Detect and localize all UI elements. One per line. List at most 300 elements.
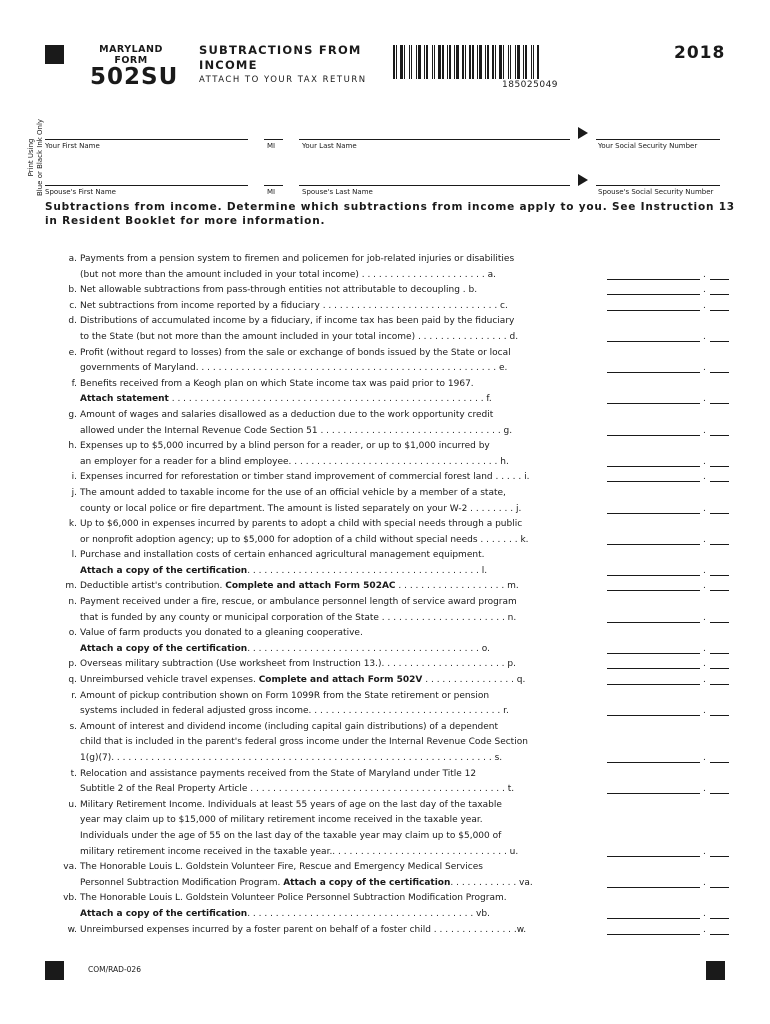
- barcode-bar: [533, 45, 534, 79]
- line-letter: t.: [70, 768, 77, 779]
- barcode-bar: [503, 45, 504, 79]
- line-text-part: Amount of wages and salaries disallowed as a deduction due to the work opportunity credit: [80, 409, 494, 420]
- line-text: [80, 564, 487, 580]
- line-text: [80, 782, 514, 798]
- corner-mark-bottom-left: [45, 961, 64, 980]
- line-text-part: Benefits received from a Keogh plan on which State income tax was paid prior to 1967.: [80, 378, 474, 389]
- line-text: [80, 283, 477, 299]
- line-text: [80, 751, 502, 767]
- line-text: [80, 548, 484, 564]
- line-text-part: that is funded by any county or municipal corporation of the State . . . . . . . . . . . . . . . . . . . . . . n.: [80, 612, 517, 623]
- amount-cents-line[interactable]: [710, 856, 729, 857]
- barcode-bar: [400, 45, 403, 79]
- line-text-part: . . . . . . . . . . . . . . . . . . . . . . . . . . . . . . . . . . . . . . . . vb.: [247, 908, 490, 919]
- barcode-bar: [467, 45, 468, 79]
- form-subtitle: ATTACH TO YOUR TAX RETURN: [199, 75, 367, 85]
- instruction-text: Subtractions from income. Determine which subtractions from income apply to you. See Instruction 13 in Resident Booklet for more information.: [45, 201, 735, 227]
- decimal-point: .: [703, 643, 706, 654]
- line-text-part: Individuals under the age of 55 on the last day of the taxable year may claim up to $5,000 of: [80, 830, 502, 841]
- state-label: [90, 44, 172, 66]
- line-item: [55, 751, 755, 767]
- barcode-number: 185025049: [502, 80, 559, 90]
- line-text: [80, 767, 476, 783]
- amount-dollars-line[interactable]: [607, 793, 700, 794]
- line-text: [80, 720, 498, 736]
- first-name-field[interactable]: [45, 139, 248, 140]
- line-item: [55, 424, 755, 440]
- line-letter: b.: [68, 285, 77, 296]
- decimal-point: .: [703, 908, 706, 919]
- line-item: [55, 626, 755, 642]
- decimal-point: .: [703, 581, 706, 592]
- last-name-label: Your Last Name: [302, 142, 357, 150]
- line-bold-text: Complete and attach Form 502AC: [225, 581, 396, 592]
- spouse-ssn-label: Spouse's Social Security Number: [598, 188, 714, 196]
- corner-mark-top-left: [45, 45, 64, 64]
- line-text-part: systems included in federal adjusted gross income. . . . . . . . . . . . . . . . . . . . . . . . . . . . . . . . . . r.: [80, 706, 509, 717]
- line-text-part: Profit (without regard to losses) from the sale or exchange of bonds issued by the State or local: [80, 347, 511, 358]
- mi-field[interactable]: [264, 139, 283, 140]
- amount-dollars-line[interactable]: [607, 762, 700, 763]
- line-text: [80, 704, 509, 720]
- line-item: [55, 782, 755, 798]
- corner-mark-bottom-right: [706, 961, 725, 980]
- amount-dollars-line[interactable]: [607, 918, 700, 919]
- amount-cents-line[interactable]: [710, 435, 729, 436]
- line-text: [80, 392, 492, 408]
- line-text: [80, 455, 509, 471]
- barcode-bar: [418, 45, 421, 79]
- barcode-bar: [422, 45, 423, 79]
- barcode-bar: [456, 45, 459, 79]
- line-text-part: . . . . . . . . . . . . . . . . . . . . . . . . . . . . . . . . . . . . . . . . . o.: [247, 643, 490, 654]
- line-bold-text: Attach statement: [80, 394, 169, 405]
- line-letter: k.: [68, 519, 77, 530]
- line-item: [55, 657, 755, 673]
- line-text: [80, 595, 517, 611]
- line-letter: f.: [71, 378, 77, 389]
- barcode-bar: [438, 45, 441, 79]
- line-item: [55, 377, 755, 393]
- line-letter: s.: [69, 721, 77, 732]
- barcode-bar: [424, 45, 425, 79]
- decimal-point: .: [703, 425, 706, 436]
- line-item: [55, 299, 755, 315]
- line-text-part: Unreimbursed expenses incurred by a foster parent on behalf of a foster child . . . . . . . . . . . . . . .w.: [80, 924, 527, 935]
- line-letter: d.: [68, 316, 77, 327]
- amount-dollars-line[interactable]: [607, 653, 700, 654]
- line-bold-text: Attach a copy of the certification: [80, 908, 248, 919]
- decimal-point: .: [703, 300, 706, 311]
- line-text-part: Amount of interest and dividend income (including capital gain distributions) of a dependent: [80, 721, 499, 732]
- line-text-part: child that is included in the parent's federal gross income under the Internal Revenue Code Section: [80, 737, 528, 748]
- barcode: [393, 45, 540, 79]
- line-text-part: Subtitle 2 of the Real Property Article . . . . . . . . . . . . . . . . . . . . . . . . . . . . . . . . . . . . . . . . . . . . . t.: [80, 784, 515, 795]
- line-text: [80, 361, 507, 377]
- line-text: [80, 735, 528, 751]
- line-item: [55, 314, 755, 330]
- barcode-bar: [465, 45, 466, 79]
- barcode-bar: [475, 45, 476, 79]
- line-item: [55, 533, 755, 549]
- amount-dollars-line[interactable]: [607, 544, 700, 545]
- amount-cents-line[interactable]: [710, 887, 729, 888]
- line-text-part: Unreimbursed vehicle travel expenses.: [80, 675, 259, 686]
- form-number: 502SU: [90, 64, 179, 90]
- line-text-part: Distributions of accumulated income by a fiduciary, if income tax has been paid by the fiduciary: [80, 316, 515, 327]
- line-item: [55, 923, 755, 939]
- line-text-part: . . . . . . . . . . . . . . . . . . . . . . . . . . . . . . . . . . . . . . . . . l.: [247, 565, 488, 576]
- line-text-part: . . . . . . . . . . . . . . . . q.: [422, 675, 526, 686]
- line-item: [55, 595, 755, 611]
- barcode-bar: [510, 45, 511, 79]
- line-text-part: military retirement income received in the taxable year.. . . . . . . . . . . . . . . . . . . . . . . . . . . . . . . u.: [80, 846, 519, 857]
- arrow-icon: [578, 174, 588, 186]
- amount-cents-line[interactable]: [710, 684, 729, 685]
- amount-cents-line[interactable]: [710, 341, 729, 342]
- barcode-bar: [508, 45, 509, 79]
- barcode-bar: [398, 45, 399, 79]
- decimal-point: .: [703, 706, 706, 717]
- line-item: [55, 813, 755, 829]
- barcode-bar: [462, 45, 464, 79]
- line-text: [80, 377, 474, 393]
- line-item: [55, 673, 755, 689]
- line-item: [55, 392, 755, 408]
- last-name-field[interactable]: [299, 139, 570, 140]
- line-item: [55, 455, 755, 471]
- line-text-part: Up to $6,000 in expenses incurred by parents to adopt a child with special needs through a public: [80, 519, 523, 530]
- decimal-point: .: [703, 269, 706, 280]
- line-text-part: Amount of pickup contribution shown on Form 1099R from the State retirement or pension: [80, 690, 490, 701]
- amount-dollars-line[interactable]: [607, 481, 700, 482]
- line-letter: g.: [68, 409, 77, 420]
- decimal-point: .: [703, 675, 706, 686]
- line-letter: o.: [68, 628, 77, 639]
- line-text: [80, 860, 483, 876]
- line-letter: w.: [67, 924, 77, 935]
- spouse-first-name-field[interactable]: [45, 185, 248, 186]
- barcode-bar: [409, 45, 410, 79]
- state-line-2: FORM: [114, 55, 148, 66]
- line-letter: r.: [71, 690, 77, 701]
- amount-dollars-line[interactable]: [607, 294, 700, 295]
- amount-cents-line[interactable]: [710, 590, 729, 591]
- line-text: [80, 346, 511, 362]
- line-text-part: to the State (but not more than the amount included in your total income) . . . . . . . . . . . . . . . . d.: [80, 331, 519, 342]
- decimal-point: .: [703, 784, 706, 795]
- barcode-bar: [479, 45, 482, 79]
- line-item: [55, 470, 755, 486]
- barcode-bar: [485, 45, 486, 79]
- line-letter: p.: [68, 659, 77, 670]
- title-line-1: SUBTRACTIONS FROM: [199, 43, 362, 57]
- amount-dollars-line[interactable]: [607, 668, 700, 669]
- line-item: [55, 611, 755, 627]
- line-item: [55, 346, 755, 362]
- ink-note: [27, 119, 45, 196]
- line-item: [55, 517, 755, 533]
- barcode-bar: [393, 45, 395, 79]
- line-text-part: allowed under the Internal Revenue Code Section 51 . . . . . . . . . . . . . . . . . . . . . . . . . . . . . . . . g.: [80, 425, 513, 436]
- line-bold-text: Complete and attach Form 502V: [258, 675, 423, 686]
- spouse-ssn-field[interactable]: [596, 185, 720, 186]
- line-letter: u.: [68, 799, 77, 810]
- line-bold-text: Attach a copy of the certification: [80, 643, 248, 654]
- line-text: [80, 424, 512, 440]
- amount-dollars-line[interactable]: [607, 341, 700, 342]
- line-letter: i.: [71, 472, 77, 483]
- line-text: [80, 829, 501, 845]
- line-item: [55, 283, 755, 299]
- line-item: [55, 829, 755, 845]
- barcode-bar: [406, 45, 408, 79]
- amount-cents-line[interactable]: [710, 715, 729, 716]
- barcode-bar: [454, 45, 455, 79]
- line-text-part: governments of Maryland. . . . . . . . . . . . . . . . . . . . . . . . . . . . . . . . . . . . . . . . . . . . . . . . . . . . . e.: [80, 363, 508, 374]
- line-text: [80, 689, 489, 705]
- line-text: [80, 907, 490, 923]
- subtraction-lines: [55, 252, 755, 938]
- state-line-1: MARYLAND: [99, 44, 163, 55]
- line-text: [80, 673, 525, 689]
- line-text: [80, 657, 516, 673]
- line-item: [55, 891, 755, 907]
- decimal-point: .: [703, 503, 706, 514]
- barcode-bar: [492, 45, 494, 79]
- line-text: [80, 252, 514, 268]
- line-text-part: . . . . . . . . . . . . . . . . . . . . . . . . . . . . . . . . . . . . . . . . . . . . . . . . . . . . . . . f.: [168, 394, 492, 405]
- barcode-bar: [469, 45, 471, 79]
- line-text-part: 1(g)(7). . . . . . . . . . . . . . . . . . . . . . . . . . . . . . . . . . . . . . . . . . . . . . . . . . . . . . . . . . . . . . . . . . . s.: [80, 753, 503, 763]
- line-item: [55, 767, 755, 783]
- tax-year: 2018: [674, 43, 726, 63]
- line-bold-text: Attach a copy of the certification: [283, 877, 451, 888]
- barcode-bar: [535, 45, 536, 79]
- amount-dollars-line[interactable]: [607, 934, 700, 935]
- line-text-part: The Honorable Louis L. Goldstein Volunteer Police Personnel Subtraction Modification Program.: [80, 893, 507, 904]
- ink-note-line-1: Print Using: [27, 138, 35, 177]
- line-item: [55, 876, 755, 892]
- line-item: [55, 704, 755, 720]
- line-text-part: Deductible artist's contribution.: [80, 581, 226, 592]
- line-item: [55, 486, 755, 502]
- barcode-bar: [429, 45, 431, 79]
- decimal-point: .: [703, 534, 706, 545]
- amount-cents-line[interactable]: [710, 372, 729, 373]
- amount-cents-line[interactable]: [710, 793, 729, 794]
- barcode-bar: [452, 45, 453, 79]
- amount-cents-line[interactable]: [710, 934, 729, 935]
- barcode-bar: [416, 45, 417, 79]
- line-text: [80, 314, 514, 330]
- barcode-bar: [525, 45, 527, 79]
- line-text-part: Personnel Subtraction Modification Program.: [80, 877, 284, 888]
- line-item: [55, 720, 755, 736]
- amount-dollars-line[interactable]: [607, 372, 700, 373]
- arrow-icon: [578, 127, 588, 139]
- line-item: [55, 268, 755, 284]
- line-text-part: . . . . . . . . . . . . va.: [450, 877, 533, 888]
- amount-dollars-line[interactable]: [607, 856, 700, 857]
- line-letter: h.: [68, 441, 77, 452]
- line-text: [80, 439, 490, 455]
- line-text-part: or nonprofit adoption agency; up to $5,000 for adoption of a child without special needs . . . . . . . k.: [80, 534, 529, 545]
- barcode-bar: [517, 45, 520, 79]
- barcode-bar: [505, 45, 507, 79]
- barcode-bar: [487, 45, 489, 79]
- barcode-bar: [449, 45, 451, 79]
- amount-cents-line[interactable]: [710, 481, 729, 482]
- line-item: [55, 439, 755, 455]
- line-text-part: Payments from a pension system to firemen and policemen for job-related injuries or disabilities: [80, 254, 515, 264]
- amount-cents-line[interactable]: [710, 544, 729, 545]
- line-text-part: . . . . . . . . . . . . . . . . . . . m.: [395, 581, 519, 592]
- decimal-point: .: [703, 753, 706, 763]
- line-letter: c.: [69, 300, 77, 311]
- amount-dollars-line[interactable]: [607, 279, 700, 280]
- line-text-part: The Honorable Louis L. Goldstein Volunteer Fire, Rescue and Emergency Medical Services: [80, 862, 483, 873]
- line-text: [80, 813, 483, 829]
- line-text-part: Overseas military subtraction (Use worksheet from Instruction 13.). . . . . . . . . . . . . . . . . . . . . . p.: [80, 659, 516, 670]
- line-item: [55, 361, 755, 377]
- barcode-bar: [515, 45, 516, 79]
- line-item: [55, 408, 755, 424]
- amount-dollars-line[interactable]: [607, 435, 700, 436]
- barcode-bar: [396, 45, 397, 79]
- amount-cents-line[interactable]: [710, 762, 729, 763]
- amount-dollars-line[interactable]: [607, 622, 700, 623]
- amount-dollars-line[interactable]: [607, 310, 700, 311]
- line-item: [55, 642, 755, 658]
- barcode-bar: [404, 45, 405, 79]
- amount-dollars-line[interactable]: [607, 715, 700, 716]
- barcode-bar: [411, 45, 412, 79]
- spouse-last-name-label: Spouse's Last Name: [302, 188, 373, 196]
- form-title: [199, 43, 362, 73]
- line-text-part: Military Retirement Income. Individuals at least 55 years of age on the last day of the taxable: [80, 799, 502, 810]
- line-letter: m.: [65, 581, 77, 592]
- amount-cents-line[interactable]: [710, 575, 729, 576]
- barcode-bar: [512, 45, 514, 79]
- barcode-bar: [460, 45, 461, 79]
- line-text-part: Purchase and installation costs of certain enhanced agricultural management equipment.: [80, 550, 485, 561]
- barcode-bar: [531, 45, 532, 79]
- line-text: [80, 876, 533, 892]
- line-text-part: The amount added to taxable income for the use of an official vehicle by a member of a state,: [80, 487, 506, 498]
- title-line-2: INCOME: [199, 58, 258, 72]
- line-letter: va.: [63, 862, 77, 873]
- first-name-label: Your First Name: [45, 142, 100, 150]
- amount-cents-line[interactable]: [710, 466, 729, 467]
- barcode-bar: [495, 45, 496, 79]
- amount-cents-line[interactable]: [710, 622, 729, 623]
- barcode-bar: [434, 45, 435, 79]
- line-text: [80, 408, 493, 424]
- amount-dollars-line[interactable]: [607, 887, 700, 888]
- decimal-point: .: [703, 363, 706, 374]
- amount-cents-line[interactable]: [710, 403, 729, 404]
- barcode-bar: [537, 45, 539, 79]
- line-text-part: county or local police or fire department. The amount is listed separately on your W-2 . . . . . . . . j.: [80, 503, 522, 514]
- line-text: [80, 891, 507, 907]
- line-text: [80, 330, 518, 346]
- decimal-point: .: [703, 565, 706, 576]
- barcode-bar: [442, 45, 444, 79]
- barcode-bar: [445, 45, 446, 79]
- decimal-point: .: [703, 394, 706, 405]
- barcode-bar: [436, 45, 437, 79]
- amount-dollars-line[interactable]: [607, 466, 700, 467]
- line-letter: a.: [68, 254, 77, 264]
- line-item: [55, 330, 755, 346]
- line-text: [80, 517, 522, 533]
- line-item: [55, 845, 755, 861]
- amount-dollars-line[interactable]: [607, 575, 700, 576]
- line-text-part: Value of farm products you donated to a gleaning cooperative.: [80, 628, 363, 639]
- decimal-point: .: [703, 612, 706, 623]
- amount-cents-line[interactable]: [710, 294, 729, 295]
- barcode-bar: [521, 45, 522, 79]
- line-letter: e.: [68, 347, 77, 358]
- decimal-point: .: [703, 285, 706, 296]
- form-code: COM/RAD-026: [88, 965, 141, 974]
- amount-dollars-line[interactable]: [607, 403, 700, 404]
- amount-dollars-line[interactable]: [607, 684, 700, 685]
- ssn-label: Your Social Security Number: [598, 142, 698, 150]
- line-item: [55, 502, 755, 518]
- barcode-bar: [477, 45, 478, 79]
- amount-cents-line[interactable]: [710, 279, 729, 280]
- line-text-part: Net subtractions from income reported by a fiduciary . . . . . . . . . . . . . . . . . . . . . . . . . . . . . . . c.: [80, 300, 508, 311]
- amount-cents-line[interactable]: [710, 513, 729, 514]
- decimal-point: .: [703, 659, 706, 670]
- spouse-last-name-field[interactable]: [299, 185, 570, 186]
- amount-cents-line[interactable]: [710, 668, 729, 669]
- amount-dollars-line[interactable]: [607, 513, 700, 514]
- amount-cents-line[interactable]: [710, 310, 729, 311]
- line-letter: j.: [71, 487, 77, 498]
- decimal-point: .: [703, 472, 706, 483]
- line-text: [80, 502, 521, 518]
- ink-note-line-2: Blue or Black Ink Only: [36, 118, 44, 196]
- amount-cents-line[interactable]: [710, 653, 729, 654]
- line-text: [80, 923, 526, 939]
- line-item: [55, 689, 755, 705]
- line-item: [55, 860, 755, 876]
- line-text: [80, 642, 490, 658]
- amount-dollars-line[interactable]: [607, 590, 700, 591]
- line-text: [80, 611, 516, 627]
- line-letter: n.: [68, 597, 77, 608]
- line-text-part: Payment received under a fire, rescue, or ambulance personnel length of service award program: [80, 597, 517, 608]
- barcode-bar: [472, 45, 474, 79]
- decimal-point: .: [703, 924, 706, 935]
- line-letter: vb.: [63, 893, 77, 904]
- barcode-bar: [483, 45, 484, 79]
- line-text: [80, 533, 529, 549]
- line-text-part: Expenses up to $5,000 incurred by a blind person for a reader, or up to $1,000 incurred by: [80, 441, 490, 452]
- line-item: [55, 579, 755, 595]
- spouse-first-name-label: Spouse's First Name: [45, 188, 116, 196]
- line-item: [55, 798, 755, 814]
- spouse-mi-label: MI: [267, 188, 276, 196]
- line-item: [55, 252, 755, 268]
- ssn-field[interactable]: [596, 139, 720, 140]
- spouse-mi-field[interactable]: [264, 185, 283, 186]
- line-text-part: (but not more than the amount included in your total income) . . . . . . . . . . . . . . . . . . . . . . a.: [80, 269, 496, 280]
- amount-cents-line[interactable]: [710, 918, 729, 919]
